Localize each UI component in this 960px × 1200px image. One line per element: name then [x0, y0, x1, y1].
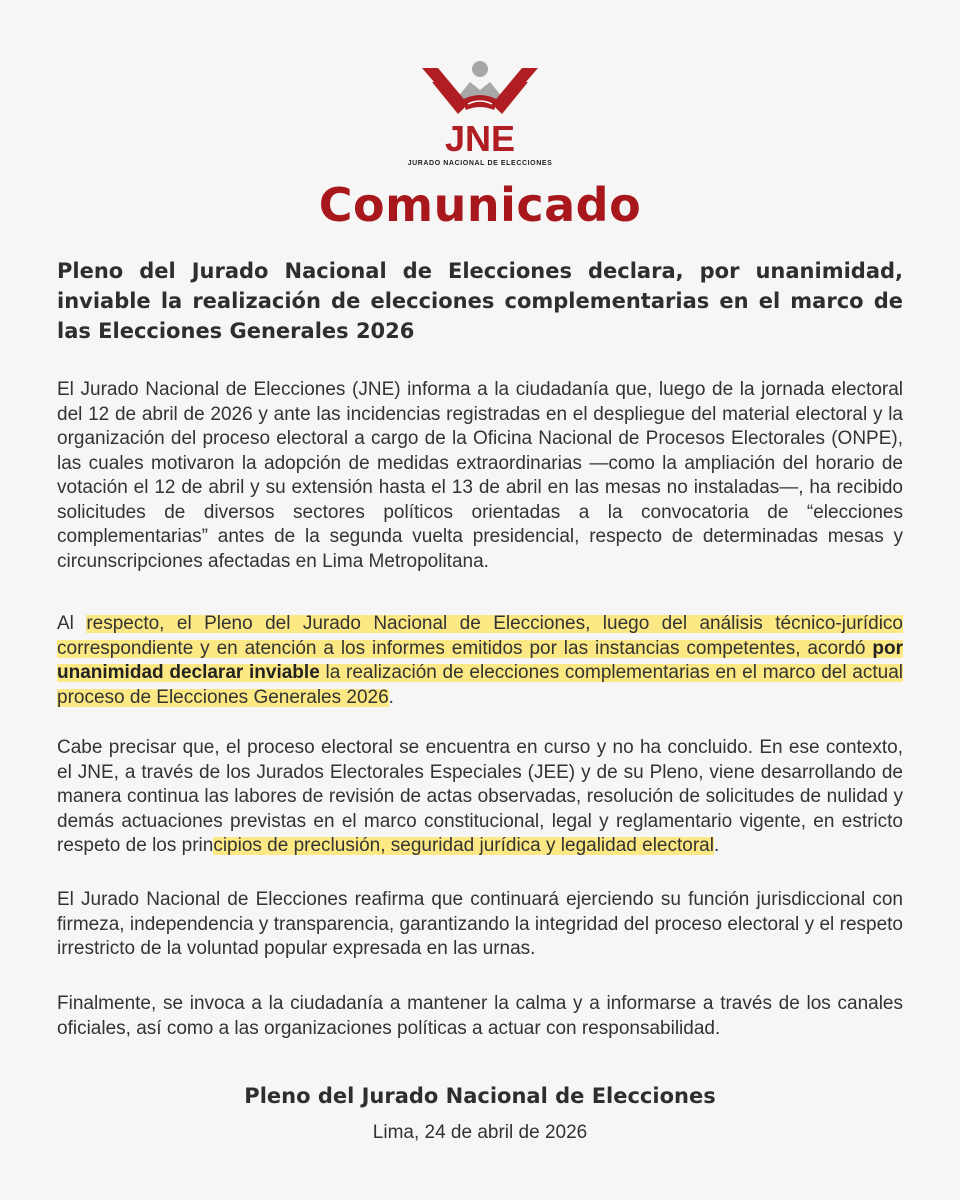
paragraph-2-tail: . [388, 686, 394, 708]
paragraph-3-tail: . [713, 835, 720, 856]
date: Lima, 24 de abril de 2026 [372, 1122, 588, 1143]
paragraph-1: El Jurado Nacional de Elecciones (JNE) informa a la ciudadanía que, luego de la jornada electoral del 12 de abril de 2026 y ante las incidencias registradas en el despliegue del material electoral y la organización del proceso electoral a cargo de la Oficina Nacional de Procesos Electorales (ONPE), las cuales motivaron la adopción de medidas extraordinarias —como la ampliación del horario de votación el 12 de abril y su extensión hasta el 13 de abril en las mesas no instaladas—, ha recibido solicitudes de diversos sectores políticos orientadas a la convocatoria de “elecciones complementarias” antes de la segunda vuelta presidencial, respecto de determinadas mesas y circunscripciones afectadas en Lima Metropolitana. [57, 379, 903, 572]
jne-wordmark [425, 118, 535, 158]
svg-text:JNE: JNE [444, 118, 516, 158]
paragraph-2 [57, 612, 903, 710]
page-title: Comunicado [318, 178, 642, 232]
paragraph-4: El Jurado Nacional de Elecciones reafirma que continuará ejerciendo su función jurisdiccional con firmeza, independencia y transparencia, garantizando la integridad del proceso electoral y el respeto irrestricto de la voluntad popular expresada en las urnas. [57, 889, 903, 959]
jne-emblem-icon [418, 60, 542, 122]
highlight-text: respecto, el Pleno del Jurado Nacional de Elecciones, luego del análisis técnico-jurídico correspondiente y en atención a los informes emitidos por las instancias competentes, acordó [57, 613, 903, 659]
paragraph-5: Finalmente, se invoca a la ciudadanía a mantener la calma y a informarse a través de los canales oficiales, así como a las organizaciones políticas a actuar con responsabilidad. [57, 993, 903, 1039]
highlight-text: la realización de elecciones complementarias en el marco del actual proceso de Elecciones Generales 2026 [57, 662, 903, 708]
paragraph-2-lead: Al [57, 613, 87, 634]
paragraph-3-text: Cabe precisar que, el proceso electoral se encuentra en curso y no ha concluido. En ese contexto, el JNE, a través de los Jurados Electorales Especiales (JEE) y de su Pleno, viene desarrollando de manera continua las labores de revisión de actas observadas, resolución de solicitudes de nulidad y demás actuaciones previstas en el marco constitucional, legal y reglamentario vigente, en estricto respeto de los prin [57, 737, 903, 856]
highlight-text: cipios de preclusión, seguridad jurídica y legalidad electoral [213, 835, 714, 856]
paragraph-3 [57, 736, 903, 859]
bold-highlight-text: por unanimidad declarar inviable [57, 637, 903, 683]
jne-logo [0, 60, 960, 167]
signature: Pleno del Jurado Nacional de Elecciones [244, 1084, 716, 1108]
jne-full-name: JURADO NACIONAL DE ELECCIONES [407, 160, 553, 167]
headline: Pleno del Jurado Nacional de Elecciones declara, por unanimidad, inviable la realización de elecciones complementarias en el marco de las Elecciones Generales 2026 [57, 259, 903, 343]
